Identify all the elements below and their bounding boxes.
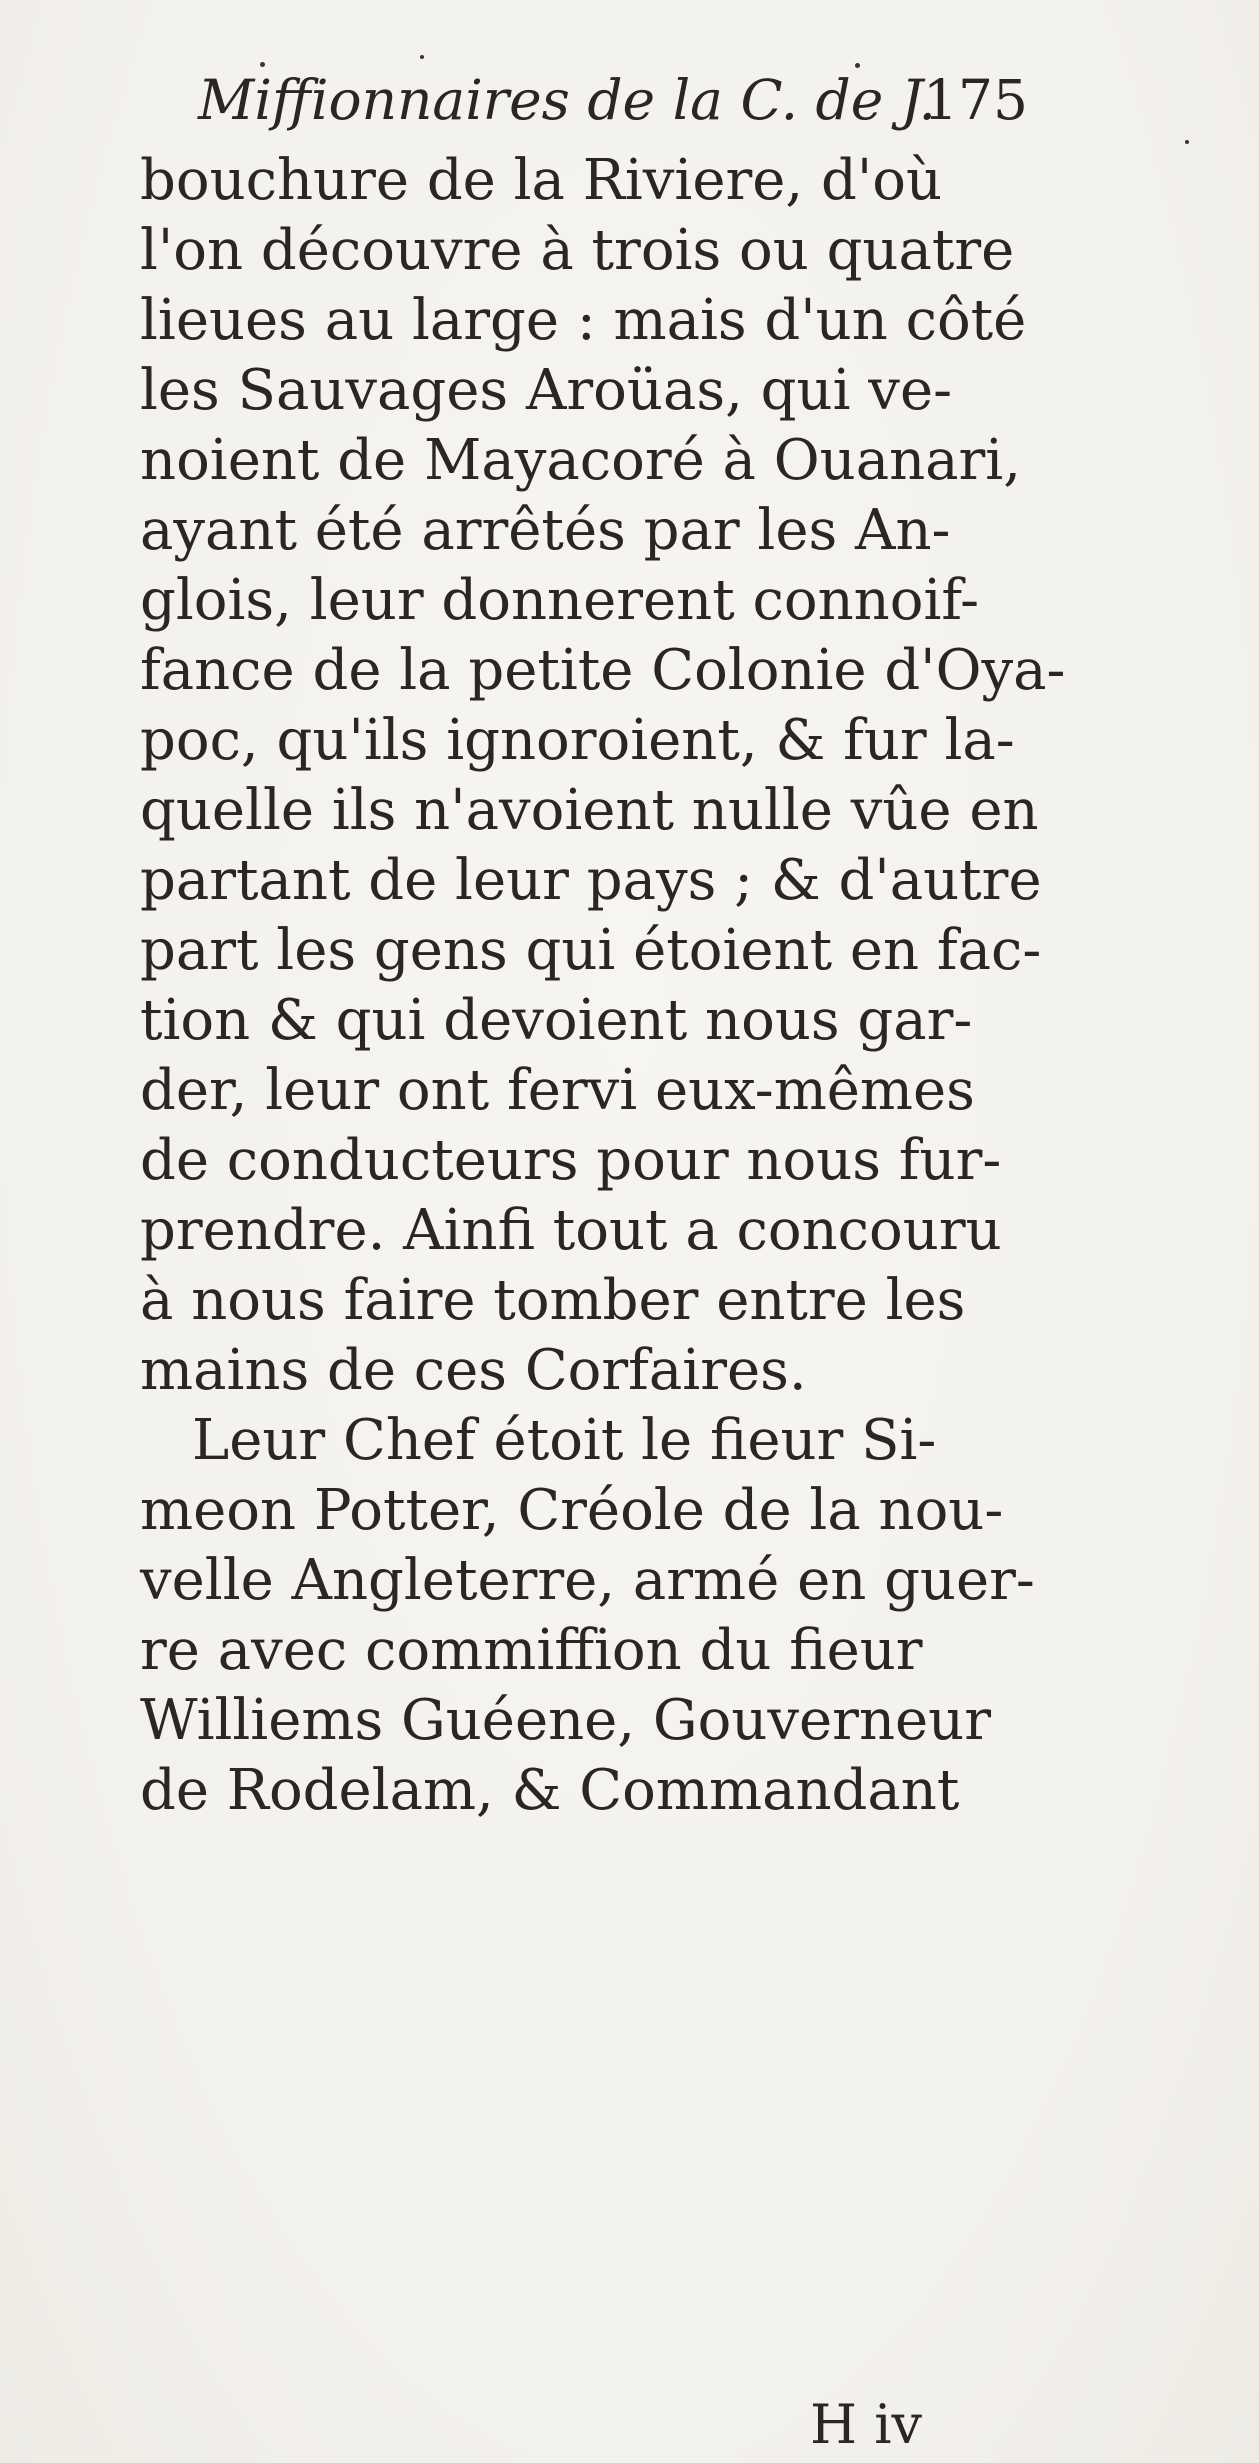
text-line: de conducteurs pour nous fur- — [140, 1128, 1002, 1193]
paper-speck — [420, 55, 424, 59]
text-line: glois, leur donnerent connoif- — [140, 568, 980, 633]
text-line: les Sauvages Aroüas, qui ve- — [140, 358, 952, 423]
running-title: Miffionnaires de la C. de J. — [198, 68, 937, 132]
text-line: Williems Guéene, Gouverneur — [140, 1688, 991, 1753]
text-line: noient de Mayacoré à Ouanari, — [140, 428, 1022, 493]
page-number: 175 — [923, 68, 1028, 132]
text-line: lieues au large : mais d'un côté — [140, 288, 1027, 353]
paper-speck — [260, 62, 265, 67]
text-line: quelle ils n'avoient nulle vûe en — [140, 778, 1039, 843]
text-line: de Rodelam, & Commandant — [140, 1758, 960, 1823]
text-line: poc, qu'ils ignoroient, & fur la- — [140, 708, 1015, 773]
page-header — [198, 60, 1028, 140]
signature-mark: H iv — [810, 2393, 923, 2456]
paragraph-start-line: Leur Chef étoit le fieur Si- — [192, 1408, 937, 1473]
paper-speck — [1185, 140, 1189, 144]
text-line: mains de ces Corfaires. — [140, 1338, 807, 1403]
text-line: partant de leur pays ; & d'autre — [140, 848, 1042, 913]
text-line: velle Angleterre, armé en guer- — [140, 1548, 1035, 1613]
text-line: part les gens qui étoient en fac- — [140, 918, 1042, 983]
text-line: meon Potter, Créole de la nou- — [140, 1478, 1004, 1543]
text-line: der, leur ont fervi eux-mêmes — [140, 1058, 975, 1123]
text-line: à nous faire tomber entre les — [140, 1268, 966, 1333]
text-line: prendre. Ainfi tout a concouru — [140, 1198, 1002, 1263]
text-line: l'on découvre à trois ou quatre — [140, 218, 1015, 283]
text-line: re avec commiffion du fieur — [140, 1618, 923, 1683]
text-line: bouchure de la Riviere, d'où — [140, 148, 943, 213]
text-line: tion & qui devoient nous gar- — [140, 988, 973, 1053]
body-text — [140, 146, 1066, 1826]
text-line: ayant été arrêtés par les An- — [140, 498, 951, 563]
text-line: fance de la petite Colonie d'Oya- — [140, 638, 1066, 703]
paper-speck — [855, 63, 860, 68]
